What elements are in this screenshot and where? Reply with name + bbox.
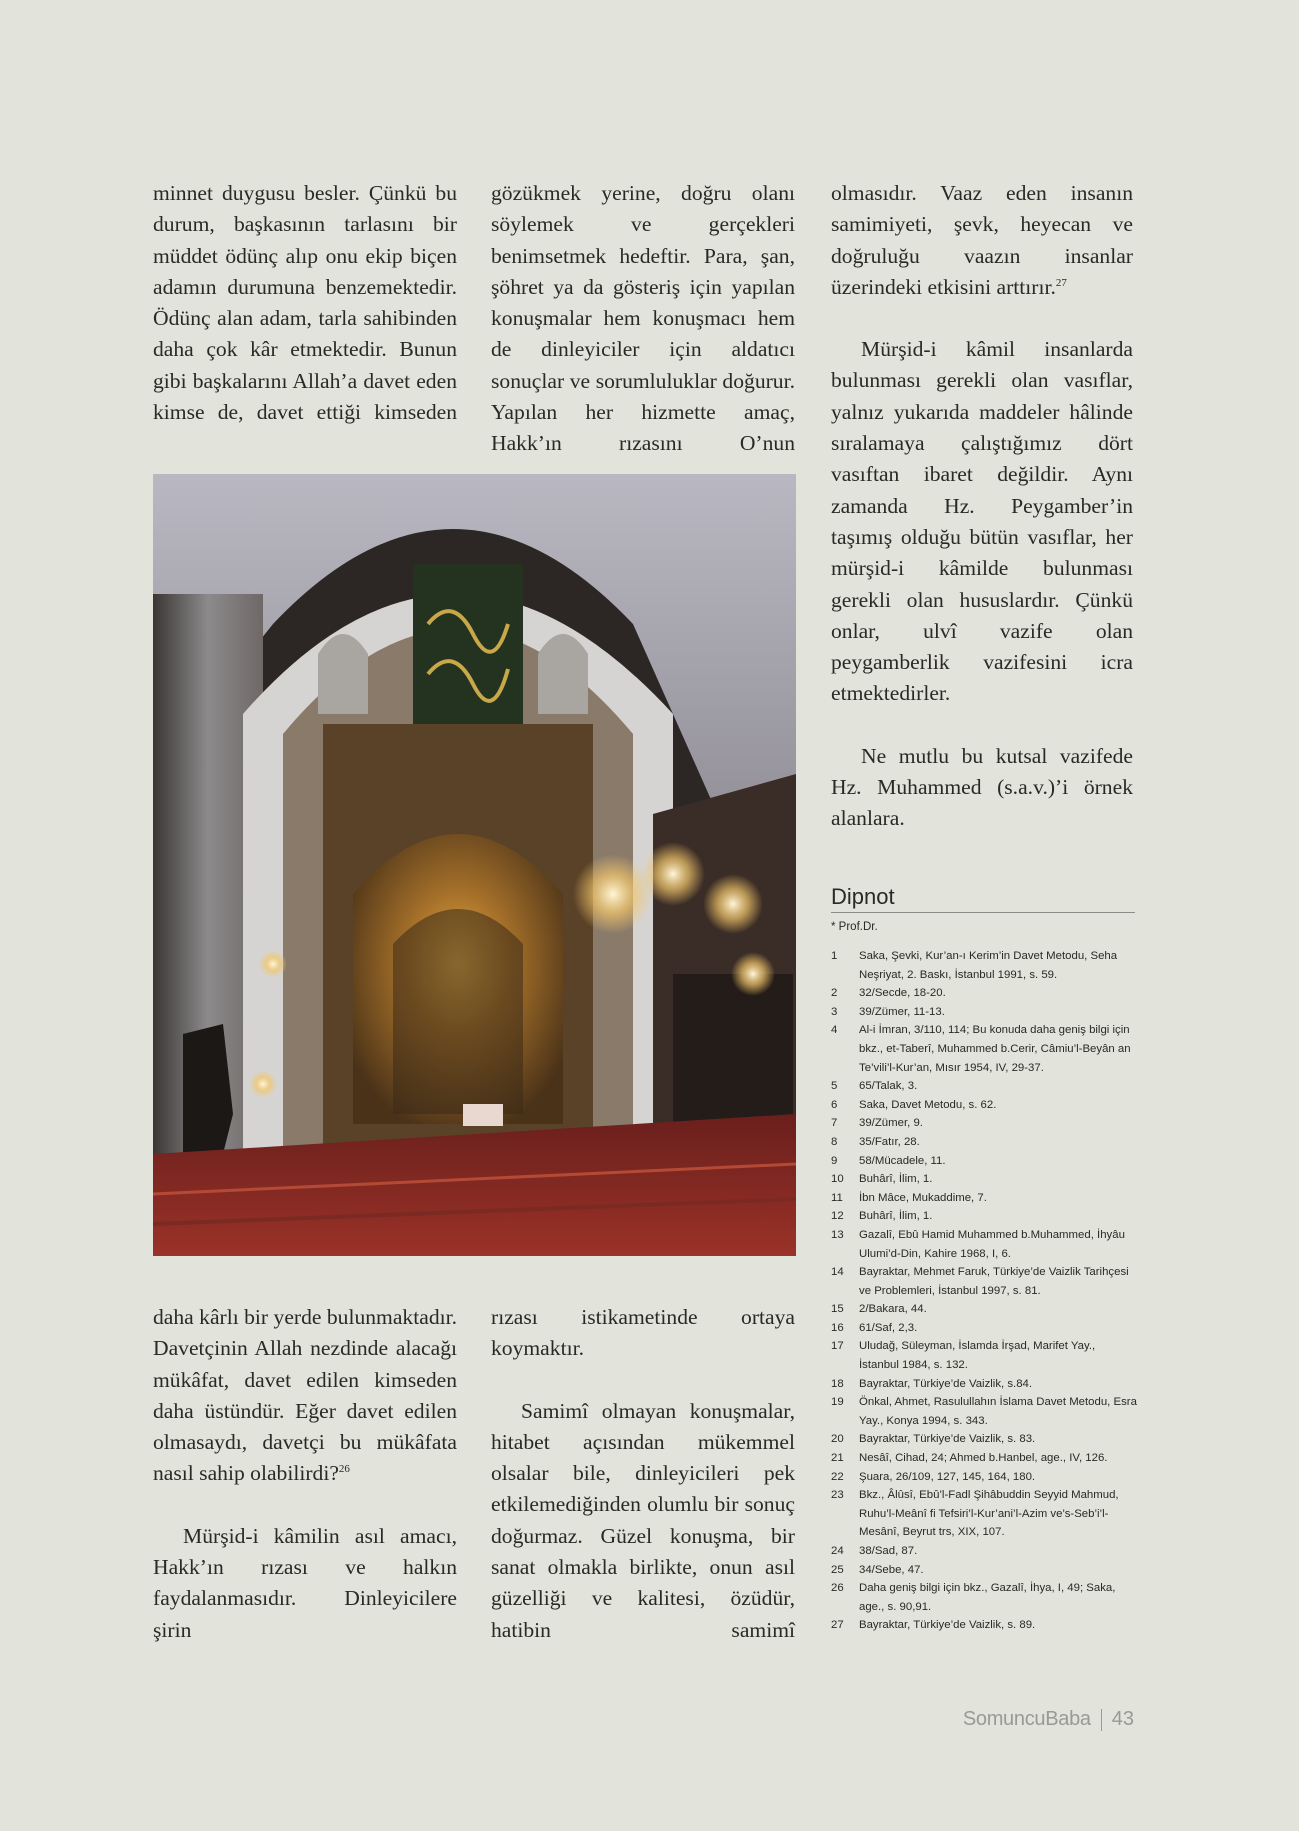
footnote-text: İbn Mâce, Mukaddime, 7. <box>859 1191 987 1204</box>
footnote-item <box>831 1579 1137 1616</box>
paragraph <box>153 1302 457 1490</box>
footnote-number: 22 <box>831 1470 844 1483</box>
footnote-item <box>831 1226 1137 1263</box>
footnote-item <box>831 1152 1137 1171</box>
footnote-number: 15 <box>831 1303 844 1316</box>
footnote-text: Şuara, 26/109, 127, 145, 164, 180. <box>859 1470 1036 1483</box>
footnote-item <box>831 947 1137 984</box>
footnote-item <box>831 1114 1137 1133</box>
footnote-number: 23 <box>831 1489 844 1502</box>
footnote-item <box>831 1096 1137 1115</box>
brand-second: Baba <box>1045 1708 1091 1730</box>
footnote-item <box>831 1170 1137 1189</box>
footnote-item <box>831 1263 1137 1300</box>
footnote-text: Önkal, Ahmet, Rasulullahın İslama Davet Metodu, Esra Yay., Konya 1994, s. 343. <box>859 1396 1137 1427</box>
footnote-item <box>831 1337 1137 1374</box>
footnote-text: Bayraktar, Türkiye’de Vaizlik, s. 89. <box>859 1619 1036 1632</box>
footnote-number: 10 <box>831 1173 844 1186</box>
paragraph: rızası istikametinde ortaya koymaktır. <box>491 1305 795 1361</box>
mihrab-image <box>153 474 796 1256</box>
footnote-number: 25 <box>831 1563 844 1576</box>
footnote-text: Buhârî, İlim, 1. <box>859 1173 933 1186</box>
page-number: 43 <box>1111 1708 1134 1730</box>
footnote-text: Bayraktar, Türkiye’de Vaizlik, s.84. <box>859 1377 1033 1390</box>
footnote-text: Gazalî, Ebû Hamid Muhammed b.Muhammed, İhyâu Ulumi’d-Din, Kahire 1968, I, 6. <box>859 1228 1125 1260</box>
paragraph: gözükmek yerine, doğru olanı söylemek ve gerçekleri benimsetmek hedeftir. Para, şan, şöhret ya da gösteriş için yapılan konuşmalar hem konuşmacı hem de dinleyiciler için aldatıcı sonuçlar ve sorumluluklar doğurur. Yapılan her hizmette amaç, Hakk’ın rızasını O’nun <box>491 181 795 456</box>
footnote-number: 9 <box>831 1154 838 1167</box>
paragraph: Mürşid-i kâmilin asıl amacı, Hakk’ın rızası ve halkın faydalanmasıdır. Dinleyicilere şirin <box>153 1523 457 1642</box>
footnote-text: 32/Secde, 18-20. <box>859 987 946 1000</box>
footnote-item <box>831 1003 1137 1022</box>
footnote-text: 61/Saf, 2,3. <box>859 1321 918 1334</box>
footnote-text: 35/Fatır, 28. <box>859 1135 920 1148</box>
footnote-item <box>831 1430 1137 1449</box>
footnote-number: 19 <box>831 1396 844 1409</box>
footnote-text: Nesâî, Cihad, 24; Ahmed b.Hanbel, age., IV, 126. <box>859 1452 1108 1465</box>
footnote-number: 3 <box>831 1005 838 1018</box>
footnote-text: Daha geniş bilgi için bkz., Gazalî, İhya, I, 49; Saka, age., s. 90,91. <box>859 1582 1116 1613</box>
footnote-ref: 27 <box>1055 276 1067 289</box>
footnote-item <box>831 1486 1137 1542</box>
footnote-number: 12 <box>831 1210 844 1223</box>
paragraph-text: daha kârlı bir yerde bulunmaktadır. Davetçinin Allah nezdinde alacağı mükâfat, davet edilen kimseden daha üstündür. Eğer davet edilen olmasaydı, davetçi bu mükâfata nasıl sahip olabilirdi? <box>153 1305 458 1486</box>
footnote-number: 2 <box>831 987 838 1000</box>
footnotes-list <box>831 947 1137 1635</box>
column-3 <box>831 178 1133 835</box>
footnote-item <box>831 1189 1137 1208</box>
footnote-item <box>831 1375 1137 1394</box>
mosque-interior-photo <box>153 474 796 1256</box>
footnote-text: Saka, Davet Metodu, s. 62. <box>859 1098 997 1111</box>
magazine-brand <box>963 1708 1091 1731</box>
footnote-ref: 26 <box>338 1463 350 1476</box>
footnote-number: 26 <box>831 1582 844 1595</box>
footnote-text: 39/Zümer, 9. <box>859 1117 923 1130</box>
footnote-item <box>831 1449 1137 1468</box>
footnote-item <box>831 1616 1137 1635</box>
footnotes-author-note: * Prof.Dr. <box>831 921 878 933</box>
column-1-top <box>153 178 457 428</box>
footnote-number: 4 <box>831 1024 838 1037</box>
footnote-number: 6 <box>831 1098 838 1111</box>
footnote-text: Bkz., Âlûsî, Ebû’l-Fadl Şihâbuddin Seyyid Mahmud, Ruhu’l-Meânî fi Tefsiri’l-Kur’ani’l-Azim ve’s-Seb’i’l-Mesânî, Beyrut trs, XIX, 107. <box>859 1489 1119 1539</box>
footnote-text: 39/Zümer, 11-13. <box>859 1005 945 1018</box>
footnotes-title: Dipnot <box>831 884 1135 913</box>
footnote-number: 17 <box>831 1340 844 1353</box>
footnote-item <box>831 1077 1137 1096</box>
page-footer <box>963 1708 1134 1731</box>
footnote-text: 2/Bakara, 44. <box>859 1303 927 1316</box>
footnote-text: Al-i İmran, 3/110, 114; Bu konuda daha geniş bilgi için bkz., et-Taberî, Muhammed b.Cerir, Câmiu’l-Beyân an Te’vili’l-Kur’an, Mısır 1954, IV, 29-37. <box>859 1024 1131 1074</box>
footnote-number: 21 <box>831 1452 844 1465</box>
footnote-text: 58/Mücadele, 11. <box>859 1154 946 1167</box>
footnote-text: Buhârî, İlim, 1. <box>859 1210 933 1223</box>
paragraph: Samimî olmayan konuşmalar, hitabet açısından mükemmel olsalar bile, dinleyicileri pek etkilemediğinden olumlu bir sonuç doğurmaz. Güzel konuşma, bir sanat olmakla birlikte, onun asıl güzelliği ve kalitesi, özüdür, hatibin samimî <box>491 1398 795 1642</box>
footnote-number: 13 <box>831 1228 844 1241</box>
footnote-number: 7 <box>831 1117 838 1130</box>
footnote-text: Bayraktar, Türkiye’de Vaizlik, s. 83. <box>859 1433 1036 1446</box>
paragraph-text: olmasıdır. Vaaz eden insanın samimiyeti, şevk, heyecan ve doğruluğu vaazın insanlar üzerindeki etkisini arttırır. <box>831 181 1133 299</box>
footnote-number: 14 <box>831 1266 844 1279</box>
footnote-item <box>831 1468 1137 1487</box>
paragraph: minnet duygusu besler. Çünkü bu durum, başkasının tarlasını bir müddet ödünç alıp onu ekip biçen adamın durumuna benzemektedir. Ödünç alan adam, tarla sahibinden daha çok kâr etmektedir. Bunun gibi başkalarını Allah’a davet eden kimse de, davet ettiği kimseden <box>153 181 457 425</box>
footnote-number: 11 <box>831 1191 843 1204</box>
column-2-bottom <box>491 1302 795 1646</box>
footer-divider <box>1101 1709 1102 1731</box>
footnote-item <box>831 984 1137 1003</box>
footnote-text: 65/Talak, 3. <box>859 1080 918 1093</box>
footnote-number: 20 <box>831 1433 844 1446</box>
brand-first: Somuncu <box>962 1708 1046 1730</box>
footnote-text: Uludağ, Süleyman, İslamda İrşad, Marifet Yay., İstanbul 1984, s. 132. <box>859 1340 1096 1372</box>
paragraph <box>831 178 1133 303</box>
footnote-item <box>831 1542 1137 1561</box>
footnote-item <box>831 1133 1137 1152</box>
footnote-item <box>831 1207 1137 1226</box>
footnote-number: 5 <box>831 1080 838 1093</box>
footnote-item <box>831 1393 1137 1430</box>
footnote-number: 27 <box>831 1619 844 1632</box>
footnote-text: 34/Sebe, 47. <box>859 1563 924 1576</box>
footnote-number: 24 <box>831 1545 844 1557</box>
footnote-number: 1 <box>831 950 838 962</box>
footnote-number: 16 <box>831 1321 844 1334</box>
footnote-item <box>831 1561 1137 1580</box>
footnote-item <box>831 1021 1137 1077</box>
paragraph: Mürşid-i kâmil insanlarda bulunması gerekli olan vasıflar, yalnız yukarıda maddeler hâlinde sıralamaya çalıştığımız dört vasıftan ibaret değildir. Aynı zamanda Hz. Peygamber’in taşımış olduğu bütün vasıflar, her mürşid-i kâmilde bulunması gerekli olan hususlardır. Çünkü onlar, ulvî vazife olan peygamberlik vazifesini icra etmektedirler. <box>831 337 1133 706</box>
footnote-item <box>831 1319 1137 1338</box>
footnote-text: 38/Sad, 87. <box>859 1545 918 1557</box>
column-1-bottom <box>153 1302 457 1646</box>
footnote-number: 8 <box>831 1135 838 1148</box>
paragraph: Ne mutlu bu kutsal vazifede Hz. Muhammed (s.a.v.)’i örnek alanlara. <box>831 743 1133 831</box>
footnote-text: Saka, Şevki, Kur’an-ı Kerim’in Davet Metodu, Seha Neşriyat, 2. Baskı, İstanbul 1991, s. 59. <box>859 950 1118 981</box>
footnote-text: Bayraktar, Mehmet Faruk, Türkiye’de Vaizlik Tarihçesi ve Problemleri, İstanbul 1997, s. 81. <box>859 1266 1129 1297</box>
footnote-item <box>831 1300 1137 1319</box>
footnote-number: 18 <box>831 1377 844 1390</box>
column-2-top <box>491 178 795 460</box>
